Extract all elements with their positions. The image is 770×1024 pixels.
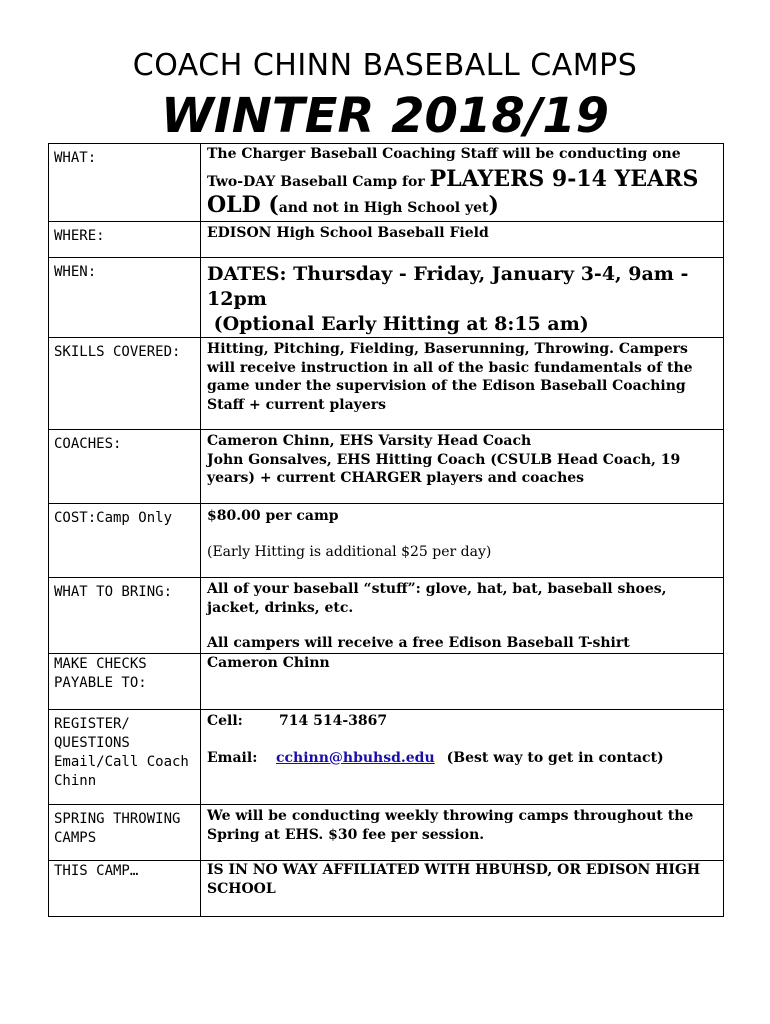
row-coaches [49, 430, 724, 504]
label-this-camp: THIS CAMP… [49, 861, 201, 917]
label-what: WHAT: [49, 144, 201, 222]
what-age-range: PLAYERS 9-14 YEARS [429, 165, 699, 192]
value-checks: Cameron Chinn [201, 654, 724, 710]
when-dates: DATES: Thursday - Friday, January 3-4, 9am - 12pm [207, 263, 689, 310]
what-line3-big: OLD ( [207, 191, 279, 218]
label-spring: SPRING THROWING CAMPS [49, 805, 201, 861]
value-spring: We will be conducting weekly throwing camps throughout the Spring at EHS. $30 fee per session. [201, 805, 724, 861]
email-note: (Best way to get in contact) [446, 749, 664, 766]
label-where: WHERE: [49, 222, 201, 258]
value-cost [201, 504, 724, 578]
cost-note: (Early Hitting is additional $25 per day) [207, 543, 492, 560]
what-line3-close: ) [488, 191, 499, 218]
email-link[interactable]: cchinn@hbuhsd.edu [276, 749, 435, 766]
label-bring: WHAT TO BRING: [49, 578, 201, 654]
row-what [49, 144, 724, 222]
cost-price: $80.00 per camp [207, 508, 339, 524]
coach-hitting: John Gonsalves, EHS Hitting Coach (CSULB Head Coach, 19 years) + current CHARGER players and coaches [207, 451, 681, 486]
what-line1: The Charger Baseball Coaching Staff will be conducting one [207, 146, 681, 162]
row-where [49, 222, 724, 258]
flyer-title: COACH CHINN BASEBALL CAMPS [132, 48, 638, 83]
coach-head: Cameron Chinn, EHS Varsity Head Coach [207, 433, 532, 449]
label-register: REGISTER/ QUESTIONS Email/Call Coach Chinn [49, 710, 201, 805]
what-line2 [207, 166, 718, 192]
label-checks: MAKE CHECKS PAYABLE TO: [49, 654, 201, 710]
value-where: EDISON High School Baseball Field [201, 222, 724, 258]
value-when [201, 258, 724, 338]
value-this-camp: IS IN NO WAY AFFILIATED WITH HBUHSD, OR EDISON HIGH SCHOOL [201, 861, 724, 917]
label-coaches: COACHES: [49, 430, 201, 504]
row-cost [49, 504, 724, 578]
when-optional: (Optional Early Hitting at 8:15 am) [207, 313, 589, 335]
what-line3 [207, 192, 718, 218]
row-bring [49, 578, 724, 654]
cell-number: 714 514-3867 [279, 713, 388, 729]
value-what [201, 144, 724, 222]
row-this-camp [49, 861, 724, 917]
label-cost: COST:Camp Only [49, 504, 201, 578]
value-coaches [201, 430, 724, 504]
label-when: WHEN: [49, 258, 201, 338]
what-line3-rest: and not in High School yet [278, 199, 489, 216]
value-bring [201, 578, 724, 654]
register-cell [207, 712, 718, 731]
register-email [207, 749, 718, 768]
row-checks [49, 654, 724, 710]
camp-info-table [48, 143, 724, 917]
what-line2-pre: Two-DAY Baseball Camp for [207, 173, 430, 190]
label-skills: SKILLS COVERED: [49, 338, 201, 430]
row-register [49, 710, 724, 805]
row-skills [49, 338, 724, 430]
email-label: Email: [207, 749, 258, 766]
flyer-subtitle: WINTER 2018/19 [160, 88, 610, 144]
bring-items: All of your baseball “stuff”: glove, hat, bat, baseball shoes, jacket, drinks, etc. [207, 581, 667, 616]
row-spring [49, 805, 724, 861]
bring-tshirt: All campers will receive a free Edison Baseball T-shirt [207, 635, 630, 651]
value-skills: Hitting, Pitching, Fielding, Baserunning, Throwing. Campers will receive instruction in all of the basic fundamentals of the game under the supervision of the Edison Baseball Coaching Staff + current players [201, 338, 724, 430]
cell-label: Cell: [207, 713, 243, 729]
value-register [201, 710, 724, 805]
row-when [49, 258, 724, 338]
